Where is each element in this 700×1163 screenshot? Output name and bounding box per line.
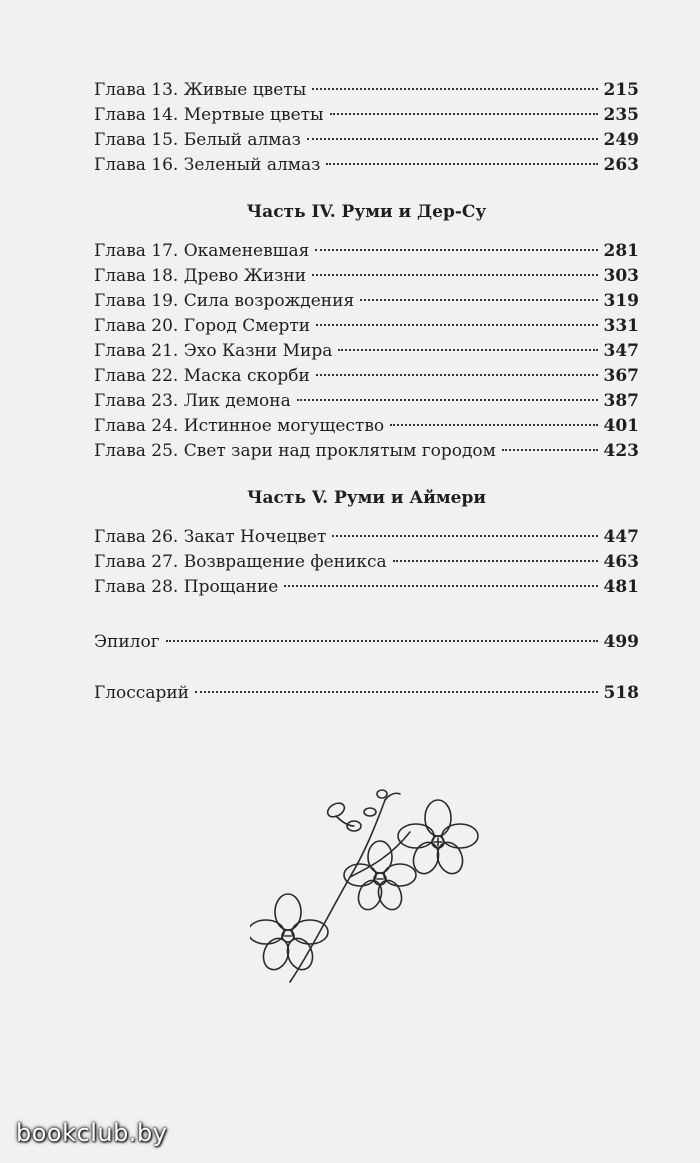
toc-entry-page: 303 xyxy=(603,266,639,286)
toc-entry-page: 367 xyxy=(603,366,639,386)
toc-entry-title: Глава 18. Древо Жизни xyxy=(94,266,307,286)
toc-entry-page: 463 xyxy=(603,552,639,572)
toc-entry-page: 423 xyxy=(603,441,639,461)
toc-entry-page: 347 xyxy=(603,341,639,361)
toc-entry-title: Глава 16. Зеленый алмаз xyxy=(94,155,321,175)
toc-entry-page: 249 xyxy=(603,130,639,150)
toc-entry xyxy=(94,525,639,550)
toc-entry xyxy=(94,389,639,414)
toc-entry xyxy=(94,439,639,464)
toc-entry-page: 518 xyxy=(603,683,639,703)
toc-entry-title: Глава 22. Маска скорби xyxy=(94,366,310,386)
toc-entry-page: 481 xyxy=(603,577,639,597)
dot-leader xyxy=(502,449,598,451)
toc-entry-page: 281 xyxy=(603,241,639,261)
toc-entry-title: Глава 19. Сила возрождения xyxy=(94,291,355,311)
toc-entry xyxy=(94,575,639,600)
dot-leader xyxy=(338,349,597,351)
toc-entry xyxy=(94,78,639,103)
toc-entry-title: Глава 17. Окаменевшая xyxy=(94,241,310,261)
toc-entry-page: 319 xyxy=(603,291,639,311)
dot-leader xyxy=(326,163,597,165)
toc-entry xyxy=(94,153,639,178)
toc-entry-title: Глава 27. Возвращение феникса xyxy=(94,552,387,572)
toc-entry-page: 263 xyxy=(603,155,639,175)
toc-entry-title: Глава 13. Живые цветы xyxy=(94,80,307,100)
toc-entry-title: Глава 21. Эхо Казни Мира xyxy=(94,341,333,361)
dot-leader xyxy=(307,138,598,140)
toc-entry xyxy=(94,364,639,389)
toc-entry-page: 215 xyxy=(603,80,639,100)
toc-entry-epilogue xyxy=(94,630,639,655)
toc-entry-page: 447 xyxy=(603,527,639,547)
dot-leader xyxy=(316,374,598,376)
dot-leader xyxy=(315,249,597,251)
toc-entry xyxy=(94,239,639,264)
toc-entry xyxy=(94,289,639,314)
dot-leader xyxy=(332,535,597,537)
toc-entry-title: Глава 25. Свет зари над проклятым городом xyxy=(94,441,496,461)
toc-entry-page: 331 xyxy=(603,316,639,336)
dot-leader xyxy=(195,691,597,693)
toc-entry xyxy=(94,339,639,364)
part-heading: Часть V. Руми и Аймери xyxy=(247,488,486,508)
dot-leader xyxy=(284,585,597,587)
toc-entry-page: 499 xyxy=(603,632,639,652)
toc-entry-title: Глава 14. Мертвые цветы xyxy=(94,105,324,125)
orchid-illustration xyxy=(250,782,480,992)
toc-entry xyxy=(94,550,639,575)
toc-entry-page: 235 xyxy=(603,105,639,125)
part-heading: Часть IV. Руми и Дер-Су xyxy=(246,202,487,222)
table-of-contents xyxy=(94,78,639,706)
toc-entry xyxy=(94,128,639,153)
dot-leader xyxy=(360,299,597,301)
toc-entry xyxy=(94,414,639,439)
toc-entry-title: Глава 23. Лик демона xyxy=(94,391,291,411)
dot-leader xyxy=(297,399,598,401)
toc-entry-title: Глава 26. Закат Ночецвет xyxy=(94,527,327,547)
dot-leader xyxy=(312,88,597,90)
toc-entry-title: Эпилог xyxy=(94,632,160,652)
toc-entry xyxy=(94,264,639,289)
dot-leader xyxy=(312,274,597,276)
toc-entry xyxy=(94,103,639,128)
toc-entry-page: 401 xyxy=(603,416,639,436)
watermark: bookclub.by xyxy=(16,1119,168,1147)
dot-leader xyxy=(330,113,598,115)
dot-leader xyxy=(316,324,597,326)
toc-entry-title: Глава 28. Прощание xyxy=(94,577,279,597)
toc-entry-page: 387 xyxy=(603,391,639,411)
dot-leader xyxy=(390,424,597,426)
dot-leader xyxy=(166,640,598,642)
toc-entry-title: Глава 20. Город Смерти xyxy=(94,316,311,336)
toc-entry-title: Глоссарий xyxy=(94,683,190,703)
toc-entry-title: Глава 24. Истинное могущество xyxy=(94,416,385,436)
toc-entry-glossary xyxy=(94,681,639,706)
toc-entry xyxy=(94,314,639,339)
toc-entry-title: Глава 15. Белый алмаз xyxy=(94,130,301,150)
dot-leader xyxy=(393,560,598,562)
